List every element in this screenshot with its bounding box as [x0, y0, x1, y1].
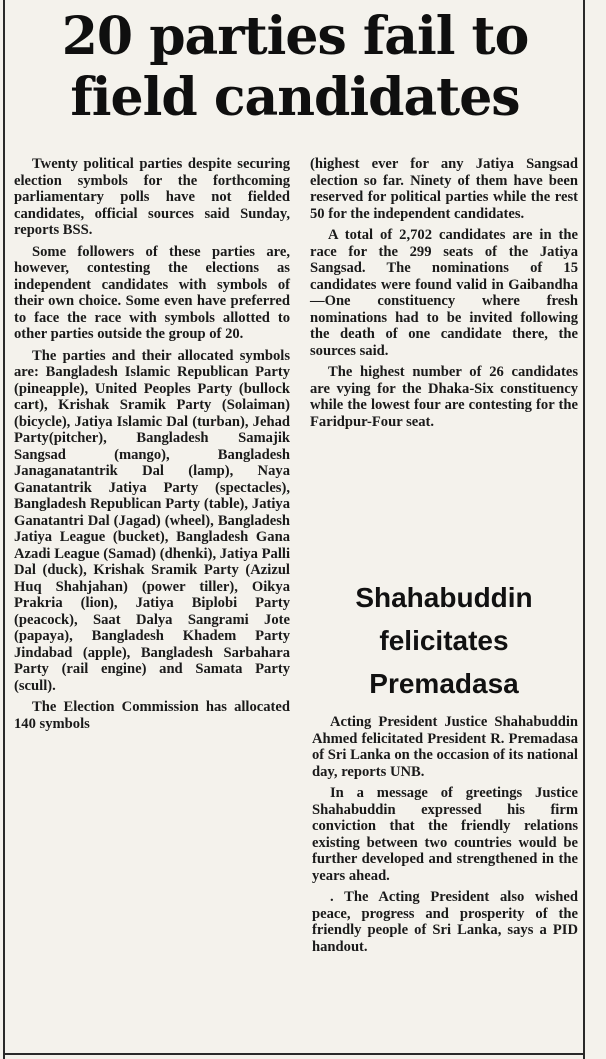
sub-article-paragraph: . The Acting President also wished peace, progress and prosperity of the friendly people of Sri Lanka, says a PID handout. — [312, 889, 578, 955]
article-paragraph: The parties and their allocated symbols are: Bangladesh Islamic Republican Party (pineapple), United Peoples Party (bullock cart), Krishak Sramik Party (Solaiman) (bicycle), Jatiya Islamic Dal (turban), Jehad Party(pitcher), Bangladesh Samajik Sangsad (mango), Bangladesh Janaganatantrik Dal (lamp), Naya Ganatantrik Jatiya Party (spectacles), Bangladesh Republican Party (table), Jatiya Ganatantri Dal (Jagad) (wheel), Bangladesh Jatiya League (bucket), Bangladesh Gana Azadi League (Samad) (dhenki), Jatiya Palli Dal (duck), Krishak Sramik Party (Azizul Huq Shahjahan) (power tiller), Oikya Prakria (lion), Jatiya Biplobi Party (peacock), Saat Dalya Sangrami Jote (papaya), Bangladesh Khadem Party Jindabad (apple), Bangladesh Sarbahara Party (rail engine) and Samata Party (scull). — [14, 347, 290, 694]
article-right-column — [310, 156, 578, 435]
article-paragraph: (highest ever for any Jatiya Sangsad election so far. Ninety of them have been reserved for political parties while the rest 50 for the independent candidates. — [310, 156, 578, 222]
sub-article-paragraph: In a message of greetings Justice Shahabuddin expressed his firm conviction that the friendly relations existing between two countries would be further developed and strengthened in the years ahead. — [312, 785, 578, 884]
column-rule-left — [3, 0, 5, 1059]
sub-headline: Shahabuddin felicitates Premadasa — [355, 582, 533, 699]
column-rule-right — [583, 0, 585, 1059]
article-paragraph: Some followers of these parties are, however, contesting the elections as independent candidates with symbols of their own choice. Some even have preferred to face the race with symbols allotted to other parties outside the group of 20. — [14, 243, 290, 342]
article-paragraph: The Election Commission has allocated 140 symbols — [14, 699, 290, 732]
sub-article-body — [312, 714, 578, 960]
article-paragraph: The highest number of 26 candidates are vying for the Dhaka-Six constituency while the lowest four are contesting for the Faridpur-Four seat. — [310, 364, 578, 430]
bottom-rule — [3, 1053, 585, 1055]
sub-article-paragraph: Acting President Justice Shahabuddin Ahmed felicitated President R. Premadasa of Sri Lanka on the occasion of its national day, reports UNB. — [312, 714, 578, 780]
article-paragraph: Twenty political parties despite securing election symbols for the forthcoming parliamentary polls have not fielded candidates, official sources said Sunday, reports BSS. — [14, 156, 290, 238]
main-headline: 20 parties fail to field candidates — [61, 6, 529, 128]
article-left-column — [14, 156, 290, 737]
article-paragraph: A total of 2,702 candidates are in the race for the 299 seats of the Jatiya Sangsad. The nominations of 15 candidates were found valid in Gaibandha—One constituency where fresh nominations had to be invited following the death of one candidate there, the sources said. — [310, 227, 578, 359]
